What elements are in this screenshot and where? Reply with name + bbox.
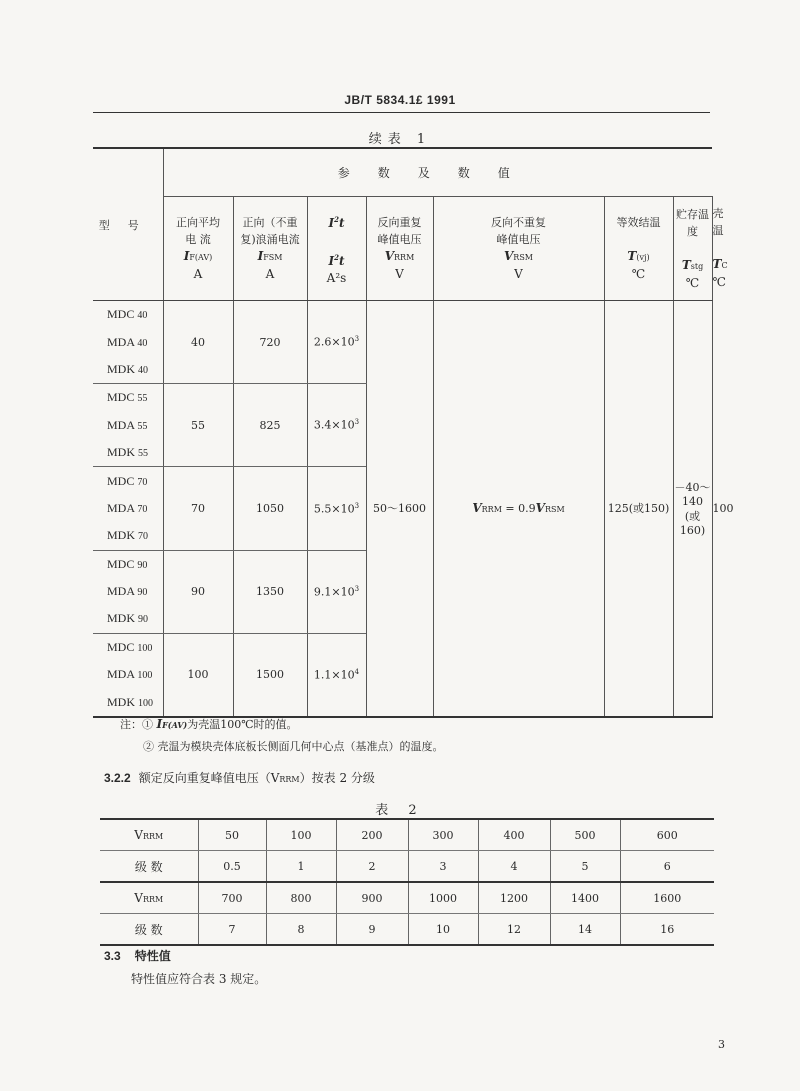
column-unit: V — [395, 267, 404, 281]
table1-caption: 续表 1 — [368, 132, 432, 147]
column-name: 等效结温 — [616, 216, 661, 229]
section-3-3-body: 特性值应符合表 3 规定。 — [131, 972, 267, 986]
column-symbol: IFSM — [257, 249, 283, 263]
column-heading — [307, 197, 366, 301]
row-label: 级 数 — [100, 914, 198, 946]
row-label: 级 数 — [100, 851, 198, 883]
document-header: JB/T 5834.1£ 1991 — [344, 93, 456, 107]
value-cell: 16 — [620, 914, 714, 946]
column-unit: A²s — [326, 270, 347, 285]
value-cell: 9 — [336, 914, 408, 946]
model-cell: MDA 70 — [107, 500, 148, 515]
model-cell: MDA 90 — [107, 584, 148, 599]
value-cell: 7 — [198, 914, 266, 946]
column-unit: ℃ — [685, 275, 700, 290]
model-cell: MDK 70 — [93, 522, 163, 550]
if-av-cell: 100 — [163, 633, 233, 717]
column-heading — [604, 197, 673, 301]
column-heading — [233, 197, 307, 301]
column-symbol: VRSM — [503, 249, 533, 263]
value-cell: 50 — [198, 819, 266, 851]
note-2: ② 壳温为模块壳体底板长侧面几何中心点（基准点）的温度。 — [143, 740, 444, 753]
ifsm-cell: 720 — [233, 301, 307, 384]
column-unit: A — [193, 267, 203, 281]
value-cell: 0.5 — [198, 851, 266, 883]
table1-notes — [120, 714, 444, 757]
value-cell: 10 — [408, 914, 478, 946]
value-cell: 1 — [266, 851, 336, 883]
row-label: VRRM — [100, 882, 198, 914]
tvj-cell: 125(或150) — [604, 301, 673, 717]
page-number: 3 — [718, 1038, 725, 1051]
column-name: 反向不重复 — [491, 216, 546, 229]
model-cell: MDC 70 — [107, 473, 148, 488]
column-name-line2: 电 流 — [185, 233, 211, 246]
if-av-cell: 40 — [163, 301, 233, 384]
if-av-cell: 70 — [163, 467, 233, 550]
value-cell: 1000 — [408, 882, 478, 914]
table-row — [100, 819, 714, 851]
vrsm-formula-cell: VRRM = 0.9VRSM — [433, 301, 604, 717]
value-cell: 5 — [550, 851, 620, 883]
value-cell: 8 — [266, 914, 336, 946]
column-name-line2: 复)浪涌电流 — [240, 233, 300, 246]
column-symbol: Tstg — [681, 257, 704, 272]
i2t-cell: $5.5\times 10^3$ — [307, 467, 366, 550]
header-rule — [93, 112, 710, 113]
column-heading — [433, 197, 604, 301]
i2t-cell: $9.1\times 10^3$ — [307, 550, 366, 633]
model-cell: MDK 90 — [93, 605, 163, 633]
table2 — [100, 818, 714, 946]
value-cell: 1200 — [478, 882, 550, 914]
column-name: 正向平均 — [176, 216, 220, 229]
value-cell: 6 — [620, 851, 714, 883]
value-cell: 1400 — [550, 882, 620, 914]
model-cell: MDA 55 — [107, 417, 148, 432]
value-cell: 400 — [478, 819, 550, 851]
i2t-cell: $2.6\times 10^3$ — [307, 301, 366, 384]
value-cell: 14 — [550, 914, 620, 946]
model-cell: MDC 55 — [107, 390, 148, 405]
section-3-2-2: 3.2.2 额定反向重复峰值电压（VRRM）按表 2 分级 — [104, 771, 375, 785]
params-heading: 参数及数值 — [163, 148, 712, 197]
column-name-line2: 峰值电压 — [377, 233, 422, 246]
table1: 型号 参数及数值 正向平均 电 流 IF(AV) A 正向（不重 复)浪涌电流 IFSM A $I^2t$ $I^2t$ A²s 反向重复 峰值电压 VRRM V 反向不重复 峰值电压 VRSM V 等效结温 T(vj) ℃ 贮存温度 Tstg ℃ 壳温 TC ℃ MDC 40 40 720 $2.6\times 10^3$ 50～1600 VRRM = 0.9VRSM 125(或150) －40～140 (或160) 100 MDA 40 MDK 40 MDC 55 55 825 $3.4\times 10^3$ MDA 55 MDK 55 MDC 70 70 1050 $5.5\times 10^3$ MDA 70 MDK 70 MDC 90 90 1350 $9.1\times 10^3$ MDA 90 MDK 90 MDC 100 100 1500 $1.1\times 10^4$ MDA 100 MDK 100 — [93, 147, 712, 718]
note-1: 注：① IF(AV)为壳温100℃时的值。 — [120, 717, 298, 731]
table-row: MDC 40 40 720 $2.6\times 10^3$ 50～1600 VRRM = 0.9VRSM 125(或150) －40～140 (或160) 100 — [93, 301, 712, 329]
ifsm-cell: 1350 — [233, 550, 307, 633]
section-3-3-heading: 3.3 特性值 — [104, 949, 171, 963]
ifsm-cell: 1500 — [233, 633, 307, 717]
value-cell: 100 — [266, 819, 336, 851]
value-cell: 500 — [550, 819, 620, 851]
value-cell: 300 — [408, 819, 478, 851]
column-heading — [366, 197, 433, 301]
vrrm-range-cell: 50～1600 — [366, 301, 433, 717]
model-cell: MDA 100 — [107, 667, 153, 682]
model-cell: MDK 40 — [93, 356, 163, 384]
if-av-cell: 55 — [163, 384, 233, 467]
column-name-line2 — [605, 231, 673, 248]
i2t-cell: $3.4\times 10^3$ — [307, 384, 366, 467]
value-cell: 4 — [478, 851, 550, 883]
table-row — [100, 914, 714, 946]
i2t-cell: $1.1\times 10^4$ — [307, 633, 366, 717]
ifsm-cell: 1050 — [233, 467, 307, 550]
model-cell: MDK 55 — [93, 439, 163, 467]
column-name-line2 — [674, 240, 712, 257]
column-heading — [163, 197, 233, 301]
value-cell: 800 — [266, 882, 336, 914]
value-cell: 200 — [336, 819, 408, 851]
value-cell: 3 — [408, 851, 478, 883]
table-row — [100, 851, 714, 883]
column-symbol: IF(AV) — [183, 249, 213, 263]
column-name: $I^2t$ — [328, 214, 345, 230]
model-cell: MDA 40 — [107, 334, 148, 349]
if-av-cell: 90 — [163, 550, 233, 633]
column-symbol: VRRM — [384, 249, 415, 263]
model-cell: MDK 100 — [93, 688, 163, 716]
value-cell: 12 — [478, 914, 550, 946]
value-cell: 700 — [198, 882, 266, 914]
model-cell: MDC 40 — [107, 307, 148, 322]
column-name: 贮存温度 — [676, 207, 709, 238]
section-number: 3.2.2 — [104, 771, 131, 785]
column-name: 反向重复 — [377, 216, 422, 229]
value-cell: 900 — [336, 882, 408, 914]
column-heading — [673, 197, 712, 301]
table2-caption: 表 2 — [375, 803, 425, 818]
column-unit: A — [265, 267, 275, 281]
value-cell: 1600 — [620, 882, 714, 914]
column-symbol: $I^2t$ — [328, 252, 345, 268]
table-row — [100, 882, 714, 914]
model-cell: MDC 100 — [107, 639, 153, 654]
column-name-line2: 峰值电压 — [496, 233, 541, 246]
ifsm-cell: 825 — [233, 384, 307, 467]
column-symbol: T(vj) — [627, 249, 650, 263]
value-cell: 2 — [336, 851, 408, 883]
model-cell: MDC 90 — [107, 556, 148, 571]
column-unit: ℃ — [631, 267, 646, 281]
value-cell: 600 — [620, 819, 714, 851]
column-unit: V — [514, 267, 523, 281]
tstg-cell: －40～140 (或160) — [673, 301, 712, 717]
column-name: 正向（不重 — [242, 216, 298, 229]
model-column-heading: 型号 — [93, 148, 163, 301]
row-label: VRRM — [100, 819, 198, 851]
